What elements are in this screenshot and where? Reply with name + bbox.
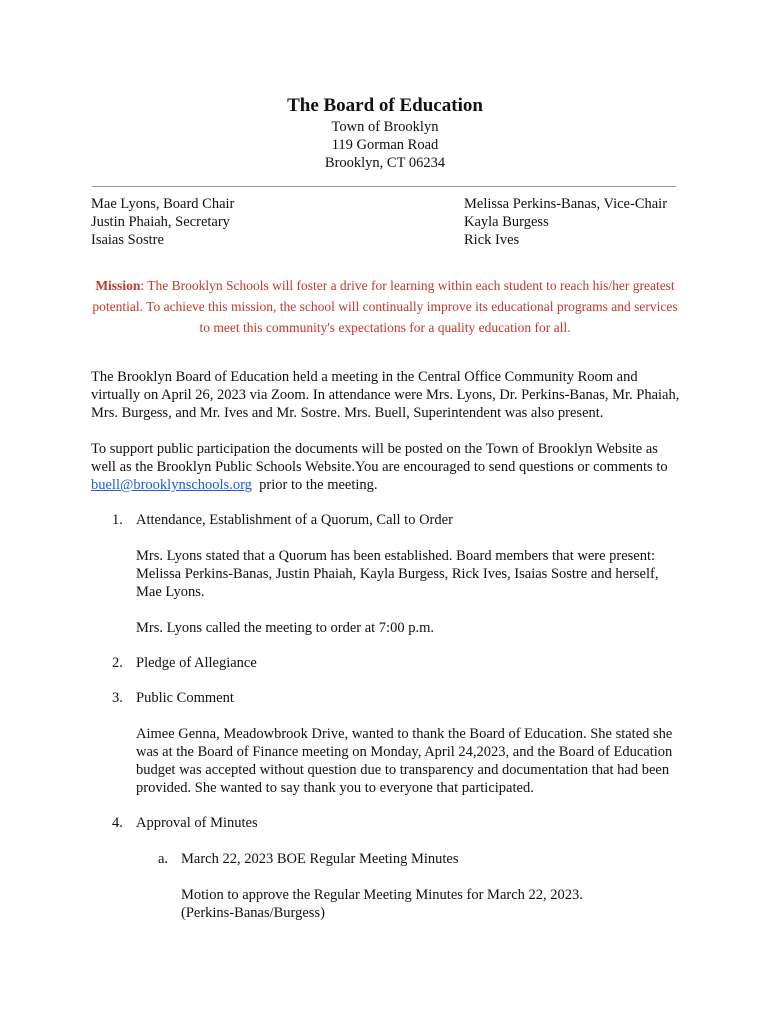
member-name: Isaias Sostre xyxy=(91,232,164,248)
address-city: Brooklyn, CT 06234 xyxy=(324,155,446,171)
meeting-paragraph: The Brooklyn Board of Education held a meeting in the Central Office Community Room and virtually on April 26, 2023 via Zoom. In attendance were Mrs. Lyons, Dr. Perkins-Banas, Mr. Phaiah, Mrs. Burgess, and Mr. Ives and Mr. Sostre. Mrs. Buell, Superintendent was also present. xyxy=(91,369,680,421)
member-name: Mae Lyons, Board Chair xyxy=(91,196,235,212)
item-title-attendance: Attendance, Establishment of a Quorum, Call to Order xyxy=(136,512,453,528)
mission-text: : The Brooklyn Schools will foster a drive for learning within each student to reach his/her greatest potential. To achieve this mission, the school will continually improve its educational programs and services to meet this community's expectations for a quality education for all. xyxy=(92,278,678,335)
member-name: Kayla Burgess xyxy=(464,214,549,230)
item-title-public-comment: Public Comment xyxy=(136,690,234,706)
address-town: Town of Brooklyn xyxy=(331,119,439,135)
item-number: 1. xyxy=(112,512,123,528)
item-number: 3. xyxy=(112,690,123,706)
member-name: Justin Phaiah, Secretary xyxy=(91,214,230,230)
item-number: 2. xyxy=(112,655,123,671)
subitem-letter: a. xyxy=(158,851,169,867)
item-title-pledge: Pledge of Allegiance xyxy=(136,655,257,671)
support-text-end: prior to the meeting. xyxy=(251,477,378,493)
item-number: 4. xyxy=(112,815,123,831)
email-link[interactable]: buell@brooklynschools.org xyxy=(91,477,252,493)
motion-paragraph xyxy=(181,886,681,922)
support-text: To support public participation the documents will be posted on the Town of Brooklyn Website as well as the Brooklyn Public Schools Website.You are encouraged to send questions or comments to xyxy=(91,441,668,475)
call-to-order-paragraph: Mrs. Lyons called the meeting to order at 7:00 p.m. xyxy=(136,620,434,636)
public-comment-paragraph: Aimee Genna, Meadowbrook Drive, wanted to thank the Board of Education. She stated she was at the Board of Finance meeting on Monday, April 24,2023, and the Board of Education budget was accepted without question due to transparency and documentation that had been provided. She wanted to say thank you to everyone that participated. xyxy=(136,726,673,796)
page-title: The Board of Education xyxy=(287,95,483,116)
members-right-column xyxy=(464,195,667,249)
mission-label: Mission xyxy=(95,278,141,293)
support-paragraph xyxy=(91,440,681,494)
quorum-paragraph: Mrs. Lyons stated that a Quorum has been established. Board members that were present: Melissa Perkins-Banas, Justin Phaiah, Kayla Burgess, Rick Ives, Isaias Sostre and herself, Mae Lyons. xyxy=(136,548,659,600)
address-block xyxy=(0,118,770,172)
motion-movers: (Perkins-Banas/Burgess) xyxy=(181,905,325,921)
mission-statement xyxy=(88,275,682,338)
address-street: 119 Gorman Road xyxy=(331,137,439,153)
subitem-title: March 22, 2023 BOE Regular Meeting Minutes xyxy=(181,851,459,867)
header-divider xyxy=(92,186,676,187)
item-title-minutes: Approval of Minutes xyxy=(136,815,258,831)
members-left-column xyxy=(91,195,234,249)
member-name: Melissa Perkins-Banas, Vice-Chair xyxy=(464,196,668,212)
member-name: Rick Ives xyxy=(464,232,520,248)
motion-text: Motion to approve the Regular Meeting Minutes for March 22, 2023. xyxy=(181,887,583,903)
